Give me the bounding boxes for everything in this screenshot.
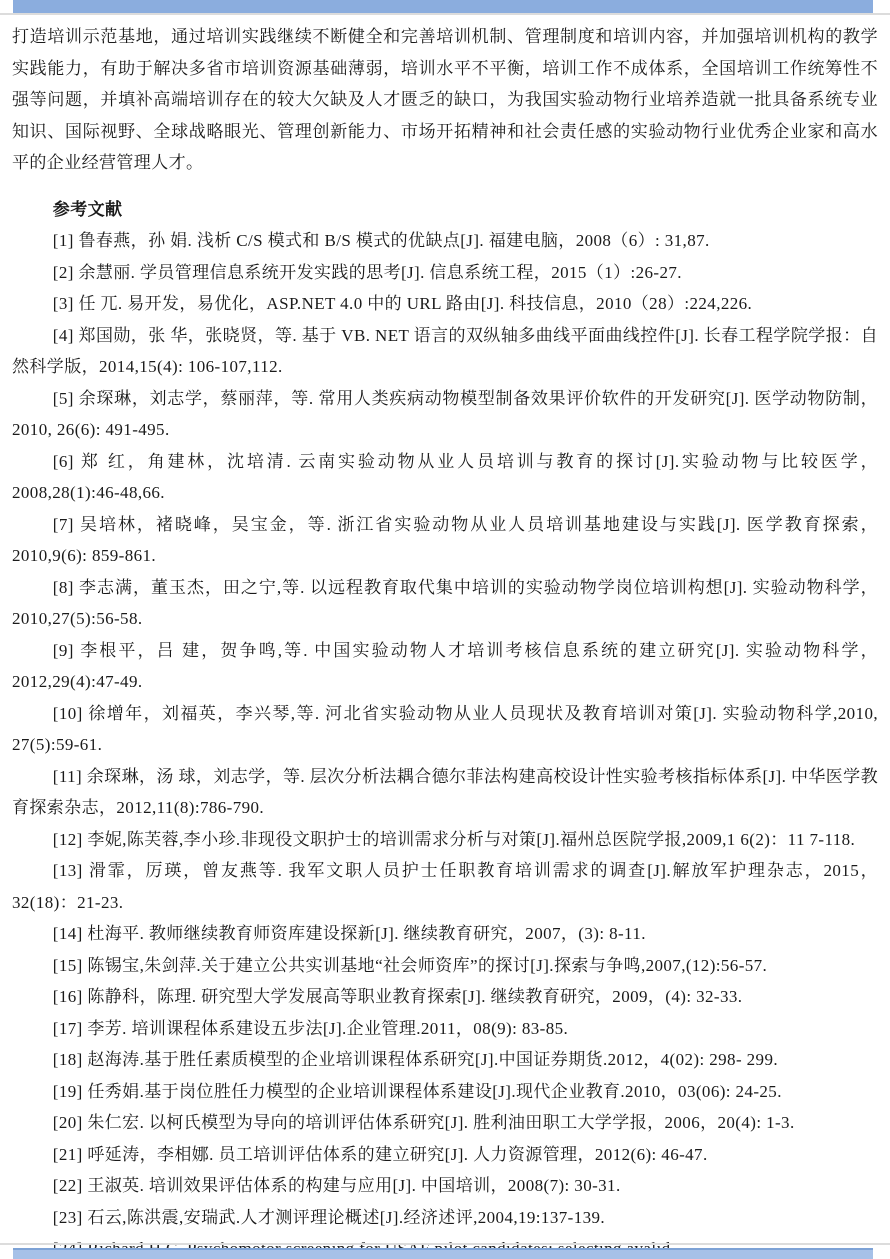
reference-item: [16] 陈静科，陈理. 研究型大学发展高等职业教育探索[J]. 继续教育研究，2009，(4): 32-33. bbox=[52, 987, 743, 1006]
reference-item: [4] 郑国勋，张 华，张晓贤，等. 基于 VB. NET 语言的双纵轴多曲线平面曲线控件[J]. 长春工程学院学报：自然科学版，2014,15(4): 106-107,112. bbox=[12, 325, 878, 376]
reference-item: [23] 石云,陈洪震,安瑞武.人才测评理论概述[J].经济述评,2004,19:137-139. bbox=[52, 1207, 606, 1227]
reference-item: [6] 郑 红，角建林，沈培清. 云南实验动物从业人员培训与教育的探讨[J].实验动物与比较医学，2008,28(1):46-48,66. bbox=[12, 451, 878, 502]
top-blue-bar bbox=[13, 0, 873, 13]
reference-item: [7] 吴培林，褚晓峰，吴宝金，等. 浙江省实验动物从业人员培训基地建设与实践[J]. 医学教育探索，2010,9(6): 859-861. bbox=[12, 514, 878, 565]
reference-item: [13] 滑霏，厉瑛，曾友燕等. 我军文职人员护士任职教育培训需求的调查[J].解放军护理杂志，2015，32(18)：21-23. bbox=[12, 861, 878, 912]
reference-item: [2] 余慧丽. 学员管理信息系统开发实践的思考[J]. 信息系统工程，2015（1）:26-27. bbox=[52, 262, 682, 282]
reference-item: [9] 李根平，吕 建，贺争鸣,等. 中国实验动物人才培训考核信息系统的建立研究[J]. 实验动物科学，2012,29(4):47-49. bbox=[12, 640, 878, 691]
reference-item: [8] 李志满，董玉杰，田之宁,等. 以远程教育取代集中培训的实验动物学岗位培训构想[J]. 实验动物科学，2010,27(5):56-58. bbox=[12, 577, 878, 628]
reference-item: [22] 王淑英. 培训效果评估体系的构建与应用[J]. 中国培训，2008(7): 30-31. bbox=[52, 1176, 621, 1195]
body-paragraph: 打造培训示范基地，通过培训实践继续不断健全和完善培训机制、管理制度和培训内容，并加强培训机构的教学实践能力，有助于解决多省市培训资源基础薄弱，培训水平不平衡，培训工作不成体系，全国培训工作统筹性不强等问题，并填补高端培训存在的较大欠缺及人才匮乏的缺口，为我国实验动物行业培养造就一批具备系统专业知识、国际视野、全球战略眼光、管理创新能力、市场开拓精神和社会责任感的实验动物行业优秀企业家和高水平的企业经营管理人才。 bbox=[12, 27, 878, 172]
document-content bbox=[12, 21, 878, 1259]
references-heading: 参考文献 bbox=[52, 199, 123, 219]
bottom-blue-bar bbox=[13, 1248, 873, 1259]
reference-item: [18] 赵海涛.基于胜任素质模型的企业培训课程体系研究[J].中国证券期货.2012，4(02): 298- 299. bbox=[52, 1050, 779, 1069]
reference-item: [14] 杜海平. 教师继续教育师资库建设探新[J]. 继续教育研究，2007，(3): 8-11. bbox=[52, 924, 646, 943]
reference-item: [12] 李妮,陈芙蓉,李小珍.非现役文职护士的培训需求分析与对策[J].福州总医院学报,2009,1 6(2)：11 7-118. bbox=[52, 829, 856, 849]
reference-item: [3] 任 兀. 易开发，易优化，ASP.NET 4.0 中的 URL 路由[J]. 科技信息，2010（28）:224,226. bbox=[52, 294, 753, 313]
references-list bbox=[12, 225, 878, 1259]
reference-item: [10] 徐增年，刘福英，李兴琴,等. 河北省实验动物从业人员现状及教育培训对策[J]. 实验动物科学,2010, 27(5):59-61. bbox=[12, 703, 878, 754]
reference-item: [11] 余琛琳，汤 球，刘志学，等. 层次分析法耦合德尔菲法构建高校设计性实验考核指标体系[J]. 中华医学教育探索杂志，2012,11(8):786-790. bbox=[12, 766, 878, 817]
reference-item: [20] 朱仁宏. 以柯氏模型为导向的培训评估体系研究[J]. 胜利油田职工大学学报，2006，20(4): 1-3. bbox=[52, 1113, 795, 1132]
reference-item: [19] 任秀娟.基于岗位胜任力模型的企业培训课程体系建设[J].现代企业教育.2010，03(06): 24-25. bbox=[52, 1081, 782, 1101]
reference-item: [5] 余琛琳，刘志学，蔡丽萍，等. 常用人类疾病动物模型制备效果评价软件的开发研究[J]. 医学动物防制，2010, 26(6): 491-495. bbox=[12, 388, 878, 439]
bottom-divider-line bbox=[0, 1243, 890, 1245]
reference-item: [1] 鲁春燕，孙 娟. 浅析 C/S 模式和 B/S 模式的优缺点[J]. 福建电脑，2008（6）: 31,87. bbox=[52, 231, 710, 250]
reference-item: [21] 呼延涛，李相娜. 员工培训评估体系的建立研究[J]. 人力资源管理，2012(6): 46-47. bbox=[52, 1144, 708, 1164]
reference-item: [17] 李芳. 培训课程体系建设五步法[J].企业管理.2011，08(9): 83-85. bbox=[52, 1018, 569, 1038]
top-divider-line bbox=[0, 13, 890, 15]
reference-item: [15] 陈锡宝,朱剑萍.关于建立公共实训基地“社会师资库”的探讨[J].探索与争鸣,2007,(12):56-57. bbox=[52, 955, 768, 975]
